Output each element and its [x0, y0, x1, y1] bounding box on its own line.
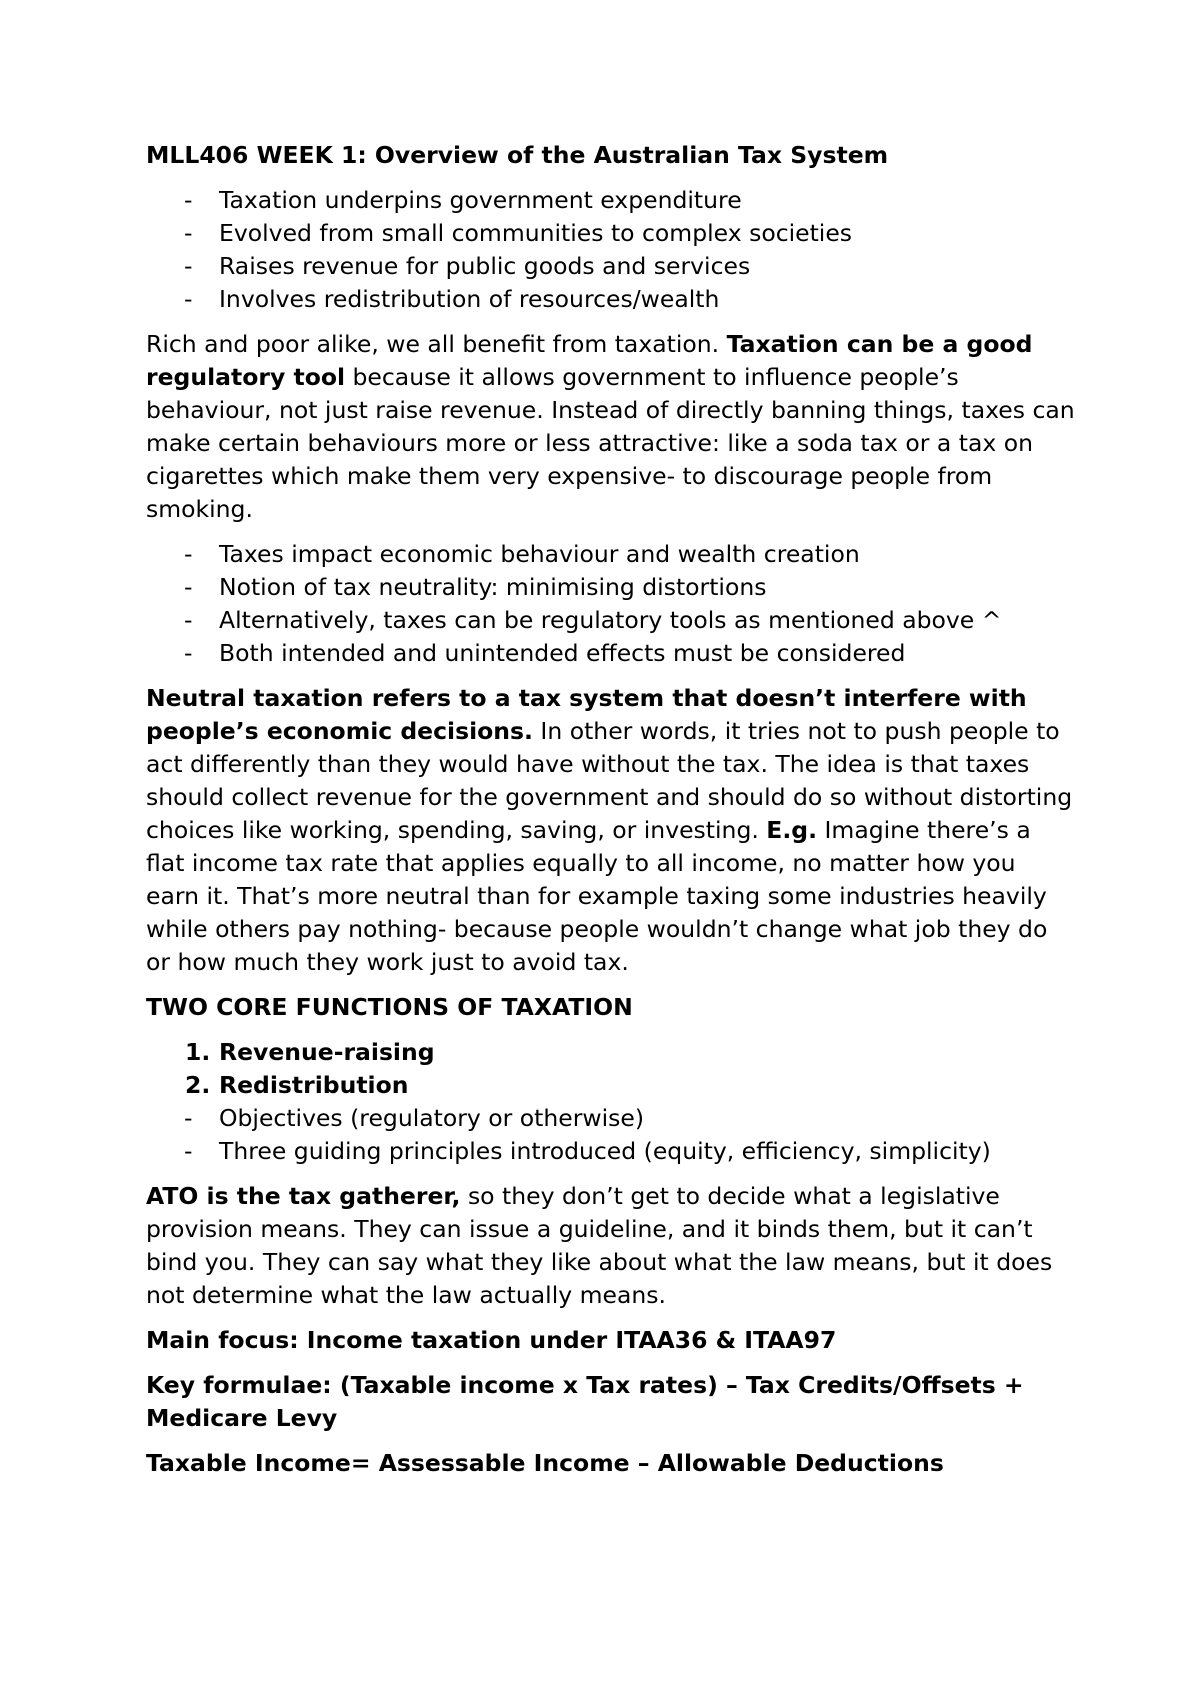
main-focus-line: Main focus: Income taxation under ITAA36 & ITAA97	[146, 1326, 837, 1354]
list-number: 1.	[185, 1038, 211, 1066]
core-sub-bullet-list	[146, 1102, 1076, 1168]
list-item: - Taxation underpins government expenditure	[146, 184, 1076, 217]
list-item	[146, 1069, 1076, 1102]
document-page	[146, 139, 1076, 1492]
list-item: - Involves redistribution of resources/wealth	[146, 283, 1076, 316]
taxable-income-line: Taxable Income= Assessable Income – Allowable Deductions	[146, 1449, 944, 1477]
list-label: Revenue-raising	[219, 1038, 435, 1066]
list-item: - Objectives (regulatory or otherwise)	[146, 1102, 1076, 1135]
effects-bullet-list	[146, 538, 1076, 670]
list-label: Redistribution	[219, 1071, 409, 1099]
list-item: - Evolved from small communities to complex societies	[146, 217, 1076, 250]
bold-phrase: E.g.	[766, 816, 818, 844]
list-item: - Three guiding principles introduced (equity, efficiency, simplicity)	[146, 1135, 1076, 1168]
paragraph-neutral-taxation	[146, 682, 1076, 979]
paragraph-ato	[146, 1180, 1076, 1312]
bold-phrase: Taxation can be a good regulatory tool	[146, 330, 1033, 391]
list-item: - Both intended and unintended effects must be considered	[146, 637, 1076, 670]
paragraph-text: so they don’t get to decide what a legislative provision means. They can issue a guideline, and it binds them, but it can’t bind you. They can say what they like about what the law means, but it does not determine what the law actually means.	[146, 1182, 1053, 1309]
paragraph-text: In other words, it tries not to push people to act differently than they would have without the tax. The idea is that taxes should collect revenue for the government and should do so without distorting choices like working, spending, saving, or investing.	[146, 717, 1073, 844]
list-number: 2.	[185, 1071, 211, 1099]
list-item	[146, 1036, 1076, 1069]
key-formulae-line: Key formulae: (Taxable income x Tax rates) – Tax Credits/Offsets + Medicare Levy	[146, 1371, 1024, 1432]
core-functions-heading: TWO CORE FUNCTIONS OF TAXATION	[146, 993, 633, 1021]
list-item: - Alternatively, taxes can be regulatory tools as mentioned above ^	[146, 604, 1076, 637]
list-item: - Taxes impact economic behaviour and wealth creation	[146, 538, 1076, 571]
paragraph-text: Imagine there’s a flat income tax rate that applies equally to all income, no matter how you earn it. That’s more neutral than for example taxing some industries heavily while others pay nothing- because people wouldn’t change what job they do or how much they work just to avoid tax.	[146, 816, 1048, 976]
core-functions-list	[146, 1036, 1076, 1102]
paragraph-regulatory-tool	[146, 328, 1076, 526]
list-item: - Raises revenue for public goods and services	[146, 250, 1076, 283]
list-item: - Notion of tax neutrality: minimising distortions	[146, 571, 1076, 604]
document-title: MLL406 WEEK 1: Overview of the Australian Tax System	[146, 141, 889, 169]
paragraph-text: because it allows government to influence people’s behaviour, not just raise revenue. Instead of directly banning things, taxes can make certain behaviours more or less attractive: like a soda tax or a tax on cigarettes which make them very expensive- to discourage people from smoking.	[146, 363, 1075, 523]
bold-phrase: ATO is the tax gatherer,	[146, 1182, 461, 1210]
bold-phrase: Neutral taxation refers to a tax system that doesn’t interfere with people’s economic decisions.	[146, 684, 1027, 745]
paragraph-text: Rich and poor alike, we all benefit from taxation.	[146, 330, 727, 358]
intro-bullet-list	[146, 184, 1076, 316]
